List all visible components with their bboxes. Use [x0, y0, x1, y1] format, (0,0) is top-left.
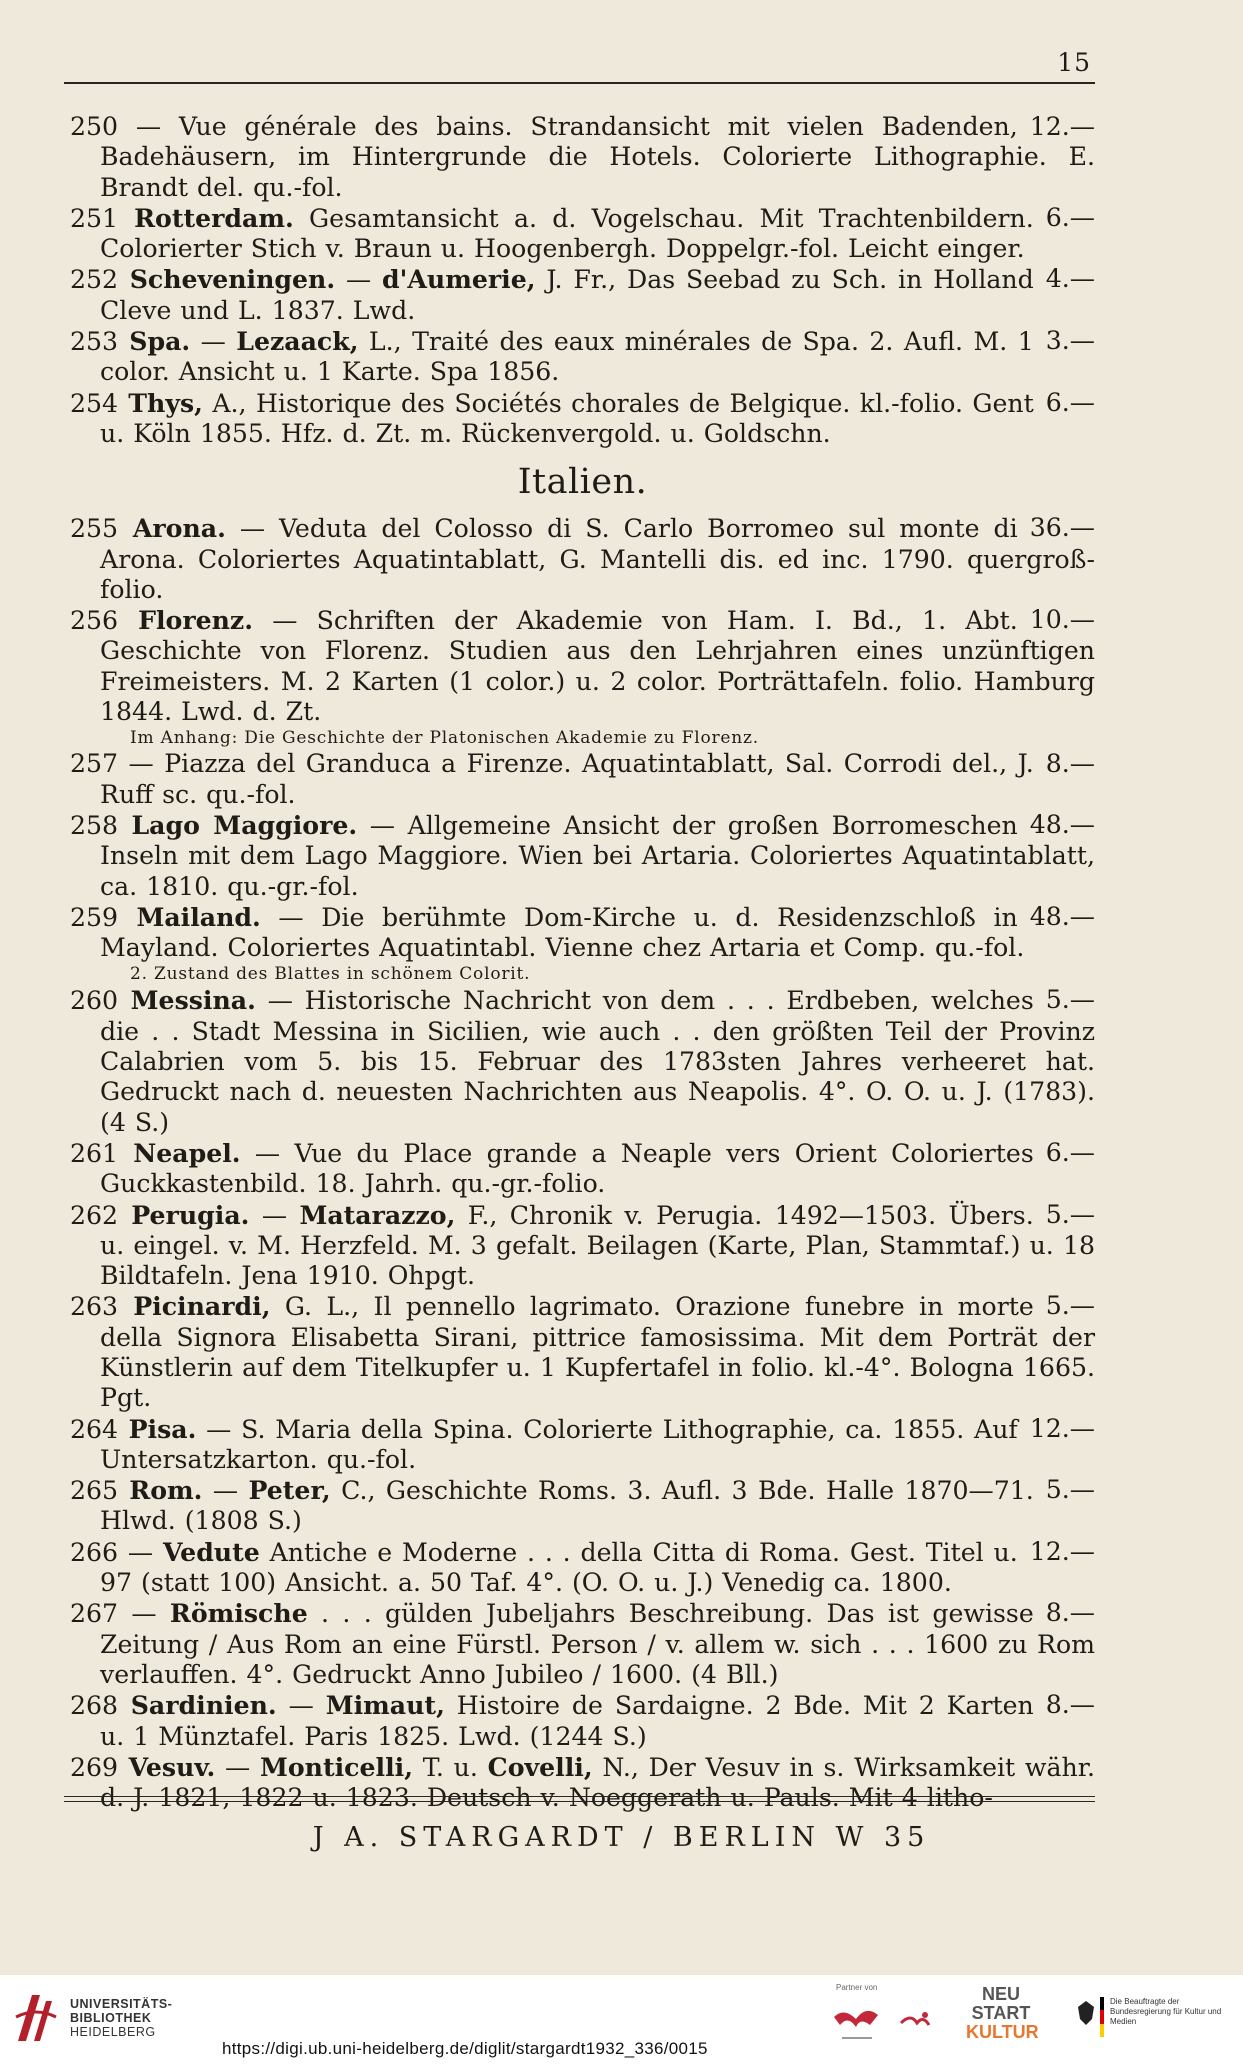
entry-text: — [118, 1599, 170, 1629]
entry-keyword: Picinardi, [118, 1291, 271, 1322]
entry-note: 2. Zustand des Blattes in schönem Colorit. [130, 964, 531, 985]
catalog-entry-252 [70, 264, 1095, 326]
entry-price: 8.— [1045, 1598, 1095, 1628]
entry-price: 4.— [1045, 264, 1095, 294]
entry-text: L., Traité des eaux minérales de Spa. 2. Aufl. M. 1 color. Ansicht u. 1 Karte. Spa 1856. [100, 327, 1034, 387]
catalog-entry-258 [70, 810, 1095, 902]
entry-keyword: Römische [169, 1598, 308, 1629]
entry-text: — [335, 265, 383, 295]
entry-text: N., Der Vesuv in s. Wirksamkeit währ. d. J. 1821, 1822 u. 1823. Deutsch v. Noeggerath u. Pauls. Mit 4 litho- [100, 1752, 1096, 1813]
entry-text: A., Historique des Sociétés chorales de Belgique. kl.-folio. Gent u. Köln 1855. Hfz. d. Zt. m. Rückenvergold. u. Goldschn. [100, 388, 1034, 448]
entry-number: 263 [70, 1292, 119, 1322]
catalog-entry-259 [70, 902, 1095, 964]
federal-eagle-icon [1074, 1999, 1098, 2027]
entry-text: — Vue du Place grande a Neaple vers Orient Coloriertes Guckkastenbild. 18. Jahrh. qu.-gr.-folio. [100, 1138, 1034, 1199]
entries-before-section [70, 112, 1095, 449]
entry-text: — Historische Nachricht von dem . . . Erdbeben, welches die . . Stadt Messina in Sicilien, wie auch . . den größten Teil der Provinz Calabrien vom 5. bis 15. Februar des 1783sten Jahres verheeret hat. Gedruckt nach d. neuesten Nachrichten aus Neapolis. 4°. O. O. u. J. (1783). (4 S.) [100, 986, 1095, 1137]
entry-keyword: Matarazzo, [299, 1199, 456, 1230]
entry-keyword: d'Aumerie, [382, 264, 536, 295]
entry-keyword: Pisa. [118, 1413, 197, 1444]
entry-number: 256 [70, 606, 119, 636]
catalog-entry-251 [70, 203, 1095, 265]
university-seal-icon [12, 1987, 60, 2047]
entry-number: 265 [70, 1476, 119, 1506]
entry-price: 8.— [1045, 1690, 1095, 1720]
catalog-entry-260 [70, 985, 1095, 1137]
entry-keyword: Florenz. [118, 605, 254, 636]
catalog-entry-263 [70, 1291, 1095, 1413]
entry-text: — S. Maria della Spina. Colorierte Lithographie, ca. 1855. Auf Untersatzkarton. qu.-fol. [100, 1414, 1018, 1474]
catalog-entry-269 [70, 1752, 1095, 1814]
bottom-rule [64, 1796, 1095, 1797]
entry-price: 12.— [1029, 1413, 1095, 1443]
dfg-partner-logo-icon [830, 1997, 882, 2047]
entries-italien [70, 513, 1095, 1813]
entry-keyword: Perugia. [118, 1199, 250, 1230]
ddb-partner-logo-icon [895, 2003, 935, 2043]
entry-price: 12.— [1029, 112, 1095, 141]
entry-number: 258 [70, 810, 119, 840]
entry-number: 259 [70, 902, 119, 932]
entry-price: 10.— [1029, 605, 1095, 635]
catalog-entry-253 [70, 326, 1095, 388]
entry-price: 6.— [1045, 1137, 1095, 1167]
entry-text: — [118, 1537, 163, 1567]
catalog-entry-262 [70, 1200, 1095, 1292]
entry-number: 264 [70, 1414, 119, 1444]
page-number: 15 [1057, 48, 1091, 77]
entry-keyword: Thys, [118, 387, 203, 418]
entry-number: 261 [70, 1138, 119, 1168]
library-banner [0, 1975, 1243, 2068]
partner-label: Partner von [836, 1983, 878, 1992]
catalog-entry-256 [70, 605, 1095, 727]
entry-text: J. Fr., Das Seebad zu Sch. in Holland Cleve und L. 1837. Lwd. [100, 265, 1034, 325]
entry-text: Gesamtansicht a. d. Vogelschau. Mit Trachtenbildern. Colorierter Stich v. Braun u. Hoogenbergh. Doppelgr.-fol. Leicht einger. [100, 203, 1034, 264]
catalog-entry-250 [70, 112, 1095, 203]
entry-text: — Veduta del Colosso di S. Carlo Borromeo sul monte di Arona. Coloriertes Aquatintablatt, G. Mantelli dis. ed inc. 1790. quergroß-folio. [100, 514, 1095, 604]
catalog-entry-266 [70, 1537, 1095, 1599]
entry-number: 255 [70, 514, 119, 544]
entry-number: 252 [70, 265, 119, 295]
entry-keyword: Vesuv. [118, 1751, 216, 1782]
entry-text: — Allgemeine Ansicht der großen Borromeschen Inseln mit dem Lago Maggiore. Wien bei Artaria. Coloriertes Aquatintablatt, ca. 1810. qu.-gr.-fol. [100, 810, 1095, 901]
entry-price: 48.— [1029, 901, 1095, 931]
entry-text: — [276, 1691, 326, 1721]
entry-price: 6.— [1045, 387, 1095, 417]
entry-text: — [249, 1200, 300, 1230]
entry-price: 12.— [1029, 1536, 1095, 1566]
entry-keyword: Arona. [118, 513, 226, 544]
top-rule [64, 82, 1095, 84]
entry-keyword: Mailand. [118, 901, 261, 932]
entry-text: Antiche e Moderne . . . della Citta di Roma. Gest. Titel u. 97 (statt 100) Ansicht. a. 50 Taf. 4°. (O. O. u. J.) Venedig ca. 1800. [100, 1537, 1018, 1598]
catalog-entry-254 [70, 388, 1095, 450]
entry-text: — [202, 1476, 249, 1506]
entry-text: — Vue générale des bains. Strandansicht mit vielen Badenden, Badehäusern, im Hintergrunde die Hotels. Colorierte Lithographie. E. Brandt del. qu.-fol. [100, 112, 1095, 202]
entry-number: 266 [70, 1537, 119, 1567]
catalog-entry-264 [70, 1414, 1095, 1476]
entry-keyword: Peter, [248, 1475, 331, 1506]
bottom-rule-2 [64, 1801, 1095, 1802]
catalog-entry-267 [70, 1598, 1095, 1690]
entry-number: 267 [70, 1599, 119, 1629]
entry-text: G. L., Il pennello lagrimato. Orazione funebre in morte della Signora Elisabetta Sirani, pittrice famosissima. Mit dem Porträt der Künstlerin auf dem Titelkupfer u. 1 Kupfertafel in folio. kl.-4°. Bologna 1665. Pgt. [100, 1292, 1095, 1413]
entry-text: — [215, 1752, 260, 1782]
entry-price: 36.— [1029, 513, 1095, 543]
entry-text: — Piazza del Granduca a Firenze. Aquatintablatt, Sal. Corrodi del., J. Ruff sc. qu.-fol. [100, 749, 1034, 809]
federal-flag-icon [1100, 1997, 1104, 2037]
entry-number: 253 [70, 327, 119, 357]
entry-price: 6.— [1045, 202, 1095, 232]
catalog-entry-265 [70, 1475, 1095, 1537]
entry-price: 5.— [1045, 985, 1095, 1015]
entry-keyword: Monticelli, [259, 1751, 414, 1782]
entry-number: 251 [70, 203, 119, 233]
entry-text: — Schriften der Akademie von Ham. I. Bd., 1. Abt. Geschichte von Florenz. Studien aus den Lehrjahren eines unzünftigen Freimeisters. M. 2 Karten (1 color.) u. 2 color. Porträttafeln. folio. Hamburg 1844. Lwd. d. Zt. [100, 606, 1095, 727]
entry-number: 269 [70, 1752, 119, 1782]
source-url-link[interactable]: https://digi.ub.uni-heidelberg.de/diglit/stargardt1932_336/0015 [222, 2039, 708, 2058]
catalog-entry-268 [70, 1690, 1095, 1752]
entry-number: 257 [70, 749, 119, 779]
catalog-content [70, 112, 1095, 1813]
entry-number: 268 [70, 1691, 119, 1721]
entry-number: 262 [70, 1200, 119, 1230]
entry-text: — Die berühmte Dom-Kirche u. d. Residenzschloß in Mayland. Coloriertes Aquatintabl. Vienne chez Artaria et Comp. qu.-fol. [100, 902, 1025, 963]
entry-keyword: Lago Maggiore. [118, 809, 358, 840]
entry-text: F., Chronik v. Perugia. 1492—1503. Übers. u. eingel. v. M. Herzfeld. M. 3 gefalt. Beilagen (Karte, Plan, Stammtaf.) u. 18 Bildtafeln. Jena 1910. Ohpgt. [100, 1200, 1095, 1291]
federal-commissioner-label: Die Beauftragte der Bundesregierung für Kultur und Medien [1110, 1997, 1222, 2026]
entry-keyword: Spa. [118, 326, 191, 357]
entry-text: — [190, 327, 237, 357]
entry-number: 250 [70, 112, 119, 141]
entry-keyword: Sardinien. [118, 1690, 277, 1721]
catalog-entry-261 [70, 1138, 1095, 1200]
entry-keyword: Covelli, [487, 1751, 593, 1782]
section-heading: Italien. [517, 462, 648, 503]
entry-keyword: Scheveningen. [118, 264, 336, 295]
entry-price: 5.— [1045, 1475, 1095, 1505]
entry-price: 8.— [1045, 749, 1095, 779]
university-library-label: UNIVERSITÄTS- BIBLIOTHEK HEIDELBERG [70, 1997, 173, 2039]
publisher-imprint: J A. STARGARDT / BERLIN W 35 [312, 1822, 931, 1853]
entry-text: Histoire de Sardaigne. 2 Bde. Mit 2 Karten u. 1 Münztafel. Paris 1825. Lwd. (1244 S.) [100, 1691, 1034, 1751]
entry-number: 260 [70, 986, 119, 1016]
entry-note: Im Anhang: Die Geschichte der Platonischen Akademie zu Florenz. [130, 728, 759, 749]
entry-keyword: Vedute [162, 1536, 260, 1567]
entry-keyword: Rotterdam. [118, 202, 294, 233]
neustart-kultur-logo: NEU START KULTUR [966, 1984, 1039, 2042]
entry-price: 5.— [1045, 1291, 1095, 1321]
catalog-entry-257 [70, 749, 1095, 810]
entry-text: C., Geschichte Roms. 3. Aufl. 3 Bde. Halle 1870—71. Hlwd. (1808 S.) [100, 1476, 1034, 1536]
entry-keyword: Messina. [118, 985, 256, 1016]
entry-price: 48.— [1029, 809, 1095, 839]
catalog-entry-255 [70, 513, 1095, 605]
entry-price: 5.— [1045, 1199, 1095, 1229]
entry-text: . . . gülden Jubeljahrs Beschreibung. Das ist gewisse Zeitung / Aus Rom an eine Fürstl. Person / v. allem w. sich . . . 1600 zu Rom verlauffen. 4°. Gedruckt Anno Jubileo / 1600. (4 Bll.) [100, 1599, 1095, 1689]
entry-number: 254 [70, 388, 119, 418]
entry-keyword: Rom. [118, 1475, 203, 1506]
entry-keyword: Lezaack, [236, 326, 359, 357]
entry-keyword: Mimaut, [325, 1690, 445, 1721]
entry-keyword: Neapel. [118, 1137, 241, 1168]
entry-price: 3.— [1045, 326, 1095, 356]
entry-text: T. u. [413, 1752, 488, 1782]
